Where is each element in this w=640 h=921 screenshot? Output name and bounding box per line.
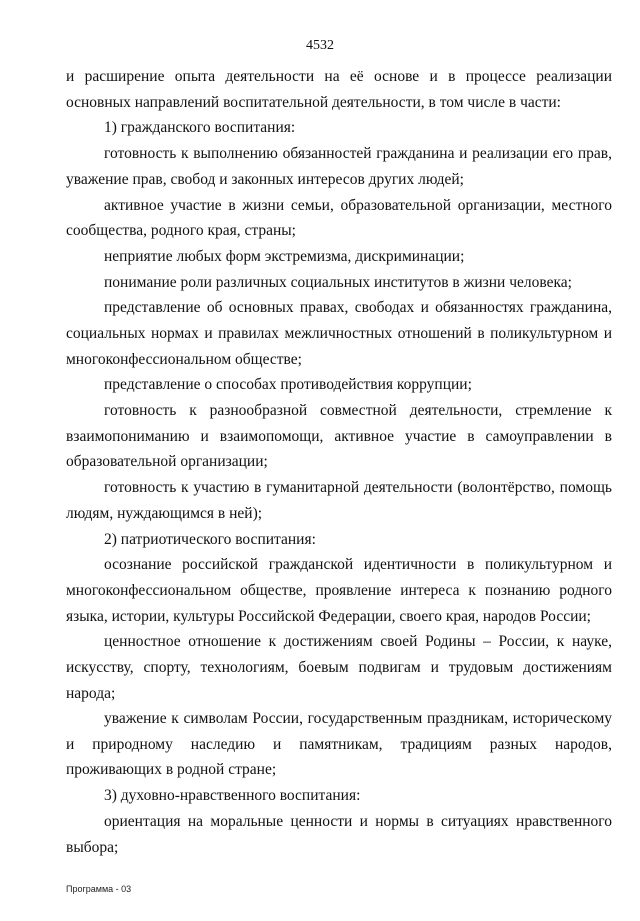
paragraph: 1) гражданского воспитания: bbox=[104, 119, 296, 137]
paragraph: ценностное отношение к достижениям своей Родины – России, к науке, искусству, спорту, технологиям, боевым подвигам и трудовым достижениям народа; bbox=[66, 633, 612, 702]
paragraph: 2) патриотического воспитания: bbox=[104, 530, 316, 548]
page-footer: Программа - 03 bbox=[66, 884, 132, 894]
document-body bbox=[66, 64, 612, 860]
paragraph: готовность к участию в гуманитарной деятельности (волонтёрство, помощь людям, нуждающимся в ней); bbox=[66, 479, 612, 522]
paragraph: осознание российской гражданской идентичности в поликультурном и многоконфессиональном обществе, проявление интереса к познанию родного языка, истории, культуры Российской Федерации, своего края, народов России; bbox=[66, 556, 612, 625]
paragraph: активное участие в жизни семьи, образовательной организации, местного сообщества, родного края, страны; bbox=[66, 196, 612, 240]
page-number: 4532 bbox=[306, 38, 334, 53]
paragraph: и расширение опыта деятельности на её основе и в процессе реализации основных направлений воспитательной деятельности, в том числе в части: bbox=[66, 68, 612, 111]
paragraph: готовность к разнообразной совместной деятельности, стремление к взаимопониманию и взаимопомощи, активное участие в самоуправлении в образовательной организации; bbox=[66, 402, 612, 471]
paragraph: готовность к выполнению обязанностей гражданина и реализации его прав, уважение прав, свобод и законных интересов других людей; bbox=[66, 145, 612, 188]
paragraph: неприятие любых форм экстремизма, дискриминации; bbox=[104, 247, 465, 265]
paragraph: 3) духовно-нравственного воспитания: bbox=[104, 787, 361, 805]
paragraph: представление о способах противодействия коррупции; bbox=[104, 376, 472, 394]
paragraph: представление об основных правах, свободах и обязанностях гражданина, социальных нормах и правилах межличностных отношений в поликультурном и многоконфессиональном обществе; bbox=[66, 299, 612, 368]
paragraph: понимание роли различных социальных институтов в жизни человека; bbox=[104, 273, 572, 291]
paragraph: уважение к символам России, государственным праздникам, историческому и природному наследию и памятникам, традициям разных народов, проживающих в родной стране; bbox=[66, 710, 612, 779]
paragraph: ориентация на моральные ценности и нормы в ситуациях нравственного выбора; bbox=[66, 813, 612, 856]
